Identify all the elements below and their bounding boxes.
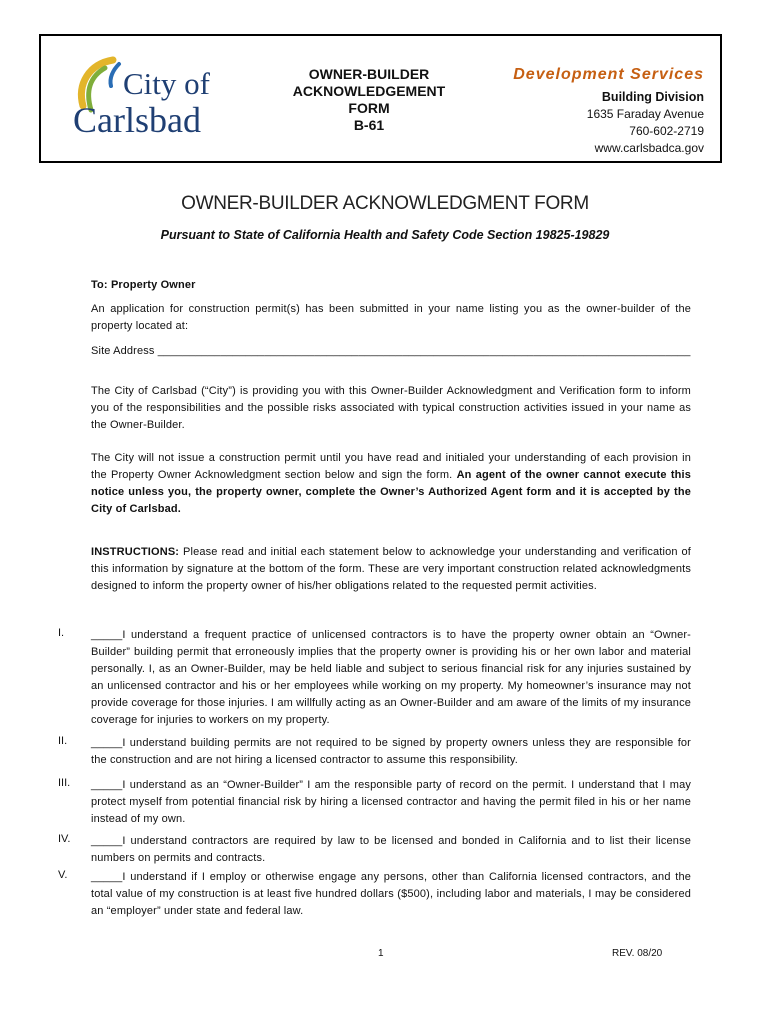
item-number: IV.	[58, 833, 71, 845]
paragraph-city-info: The City of Carlsbad (“City”) is providing you with this Owner-Builder Acknowledgment and Verification form to inform you of the responsibilities and the possible risks associated with typical construction activities issued in your name as the Owner-Builder.	[91, 385, 691, 431]
instructions-label: INSTRUCTIONS:	[91, 546, 180, 558]
subtitle: Pursuant to State of California Health and Safety Code Section 19825-19829	[160, 228, 610, 242]
form-title	[274, 66, 464, 134]
department-info	[513, 66, 704, 157]
item-number: V.	[58, 869, 68, 881]
page-number: 1	[378, 948, 384, 959]
logo-text-city: City of	[123, 66, 210, 101]
instructions-paragraph	[91, 544, 691, 595]
paragraph-permit-notice	[91, 450, 691, 518]
city-logo	[69, 54, 229, 144]
instructions-text: Please read and initial each statement below to acknowledge your understanding and verification of this information by signature at the bottom of the form. These are very important construction related acknowledgments designed to inform the property owner of his/her obligations related to the requested permit activities.	[91, 546, 691, 592]
revision-label: REV. 08/20	[612, 948, 663, 959]
intro-paragraph: An application for construction permit(s) has been submitted in your name listing you as the owner-builder of the property located at:	[91, 303, 691, 332]
acknowledgment-item[interactable]: _____I understand contractors are required by law to be licensed and bonded in California and to list their license numbers on permits and contracts.	[91, 835, 691, 864]
item-number: I.	[58, 627, 65, 639]
permit-notice-text: The City will not issue a construction permit until you have read and initialed your understanding of each provision in the Property Owner Acknowledgment section below and sign the form.	[91, 452, 691, 481]
main-title: OWNER-BUILDER ACKNOWLEDGMENT FORM	[181, 193, 589, 214]
department-phone: 760-602-2719	[629, 124, 704, 138]
logo-text-carlsbad: Carlsbad	[73, 100, 201, 140]
form-title-line: OWNER-BUILDER	[308, 66, 430, 82]
acknowledgment-item[interactable]: _____I understand a frequent practice of unlicensed contractors is to have the property owner obtain an “Owner-Builder” building permit that erroneously implies that the property owner is providing his or her own labor and material personally. I, as an Owner-Builder, may be held liable and subject to serious financial risk for any injuries sustained by an unlicensed contractor and his or her employees while working on my property. My homeowner’s insurance may not provide coverage for those injuries. I am willfully acting as an Owner-Builder and am aware of the limits of my insurance coverage for injuries to workers on my property.	[91, 629, 691, 726]
division-name: Building Division	[601, 90, 704, 104]
item-number: III.	[58, 777, 71, 789]
department-address: 1635 Faraday Avenue	[586, 107, 704, 121]
form-title-line: FORM	[348, 100, 390, 116]
header-box	[39, 34, 722, 163]
permit-notice-bold: An agent of the owner cannot execute this notice unless you, the property owner, complete the Owner’s Authorized Agent form and it is accepted by the City of Carlsbad.	[91, 469, 691, 515]
form-title-line: B-61	[353, 117, 385, 133]
department-website: www.carlsbadca.gov	[594, 141, 704, 155]
form-title-line: ACKNOWLEDGEMENT	[292, 83, 446, 99]
item-number: II.	[58, 735, 68, 747]
acknowledgment-item[interactable]: _____I understand building permits are not required to be signed by property owners unless they are responsible for the construction and are not hiring a licensed contractor to assume this responsibility.	[91, 737, 691, 766]
acknowledgment-item[interactable]: _____I understand as an “Owner-Builder” I am the responsible party of record on the permit. I understand that I may protect myself from potential financial risk by hiring a licensed contractor and having the permit filed in his or her name instead of my own.	[91, 779, 691, 825]
to-line: To: Property Owner	[91, 279, 196, 291]
department-name: Development Services	[513, 66, 704, 83]
site-address-field[interactable]: Site Address _____________________________________________________________________________________	[91, 345, 691, 357]
acknowledgment-item[interactable]: _____I understand if I employ or otherwise engage any persons, other than California licensed contractors, and the total value of my construction is at least five hundred dollars ($500), including labor and materials, I may be considered an “employer” under state and federal law.	[91, 871, 691, 917]
